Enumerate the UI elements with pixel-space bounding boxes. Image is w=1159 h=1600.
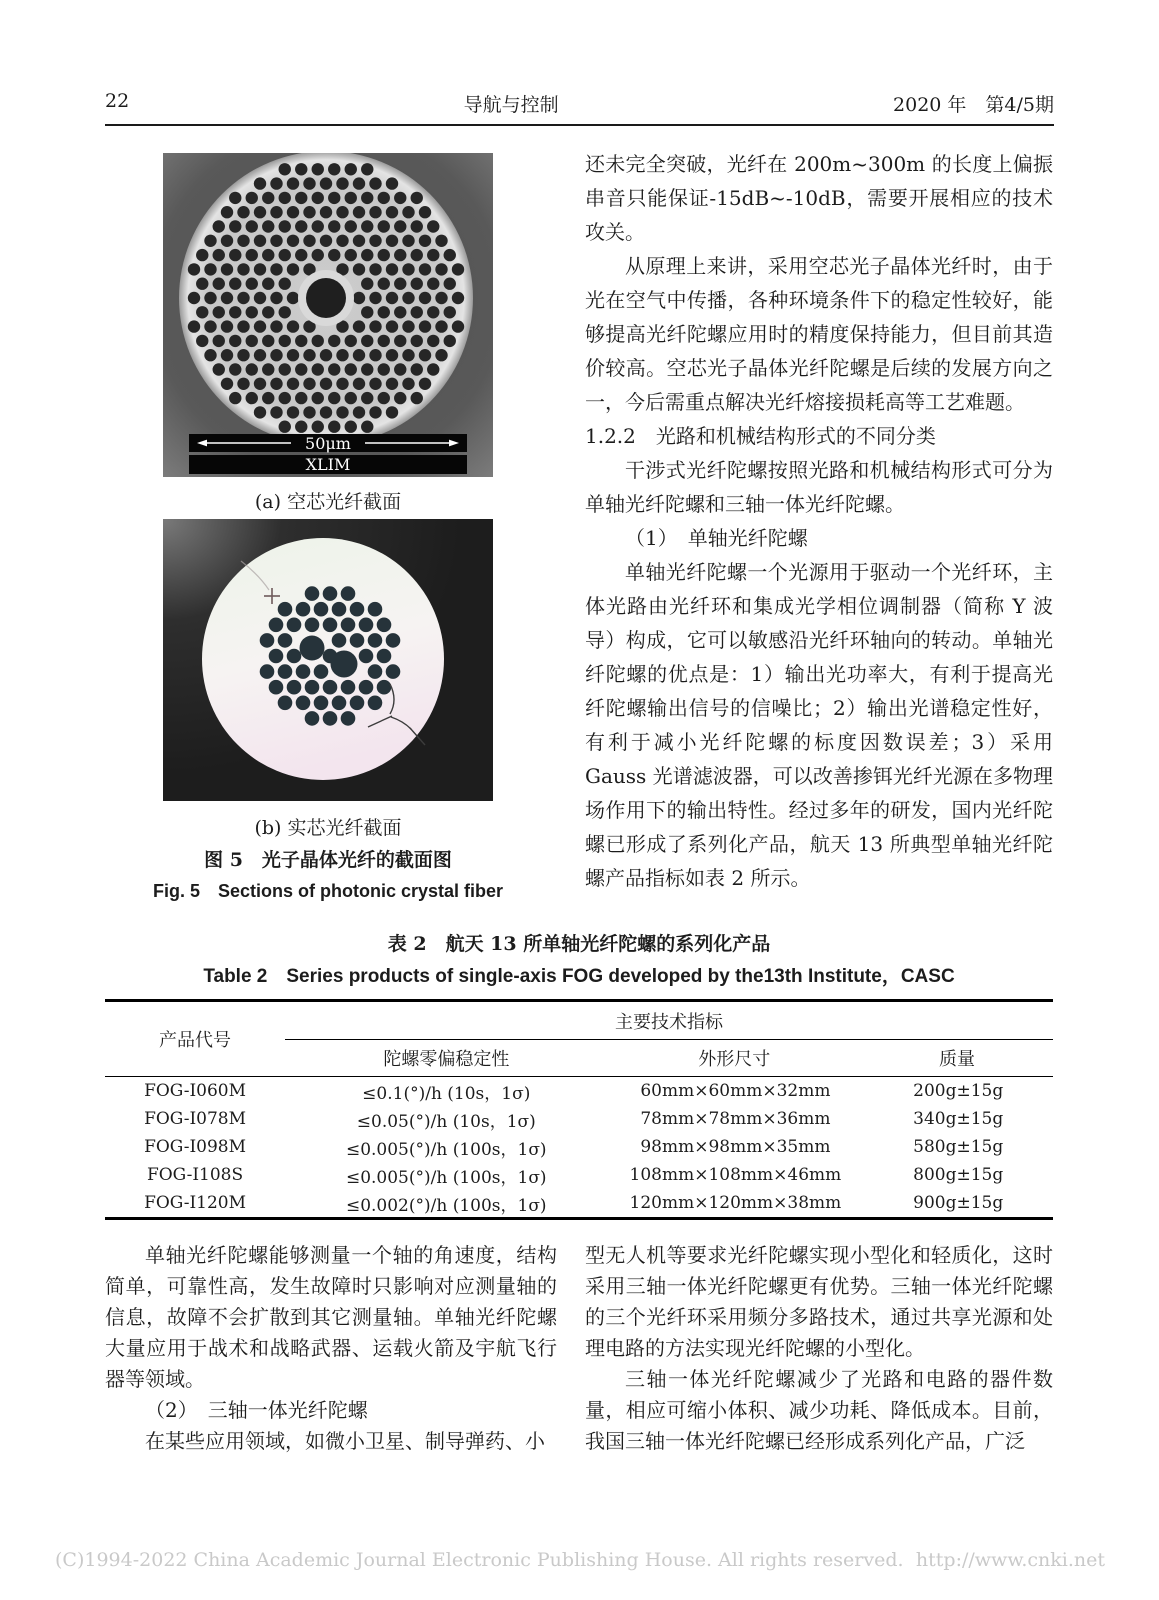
page-number: 22 [105, 90, 130, 112]
col-header-specs: 主要技术指标 [285, 1002, 1053, 1040]
figure-a-hollow-core-image [163, 153, 493, 477]
page-header [105, 90, 1054, 117]
bottom-left-column [105, 1240, 557, 1457]
list-heading-1: （1） 单轴光纤陀螺 [625, 526, 808, 550]
figure5-caption-zh: 图 5 光子晶体光纤的截面图 [204, 849, 452, 871]
caption-a: (a) 空芯光纤截面 [254, 491, 402, 513]
table-row [105, 1077, 1053, 1105]
caption-b: (b) 实芯光纤截面 [254, 817, 402, 839]
col-header-dimensions: 外形尺寸 [698, 1049, 771, 1070]
table-row [105, 1189, 1053, 1217]
paragraph: 型无人机等要求光纤陀螺实现小型化和轻质化，这时采用三轴一体光纤陀螺更有优势。三轴一体光纤陀螺的三个光纤环采用频分多路技术，通过共享光源和处理电路的方法实现光纤陀螺的小型化。 [585, 1243, 1053, 1360]
large-hole-2 [331, 651, 358, 678]
table2-title-en: Table 2 Series products of single-axis FOG developed by the13th Institute，CASC [203, 966, 955, 987]
figure-b-solid-core-image [163, 519, 493, 801]
col-header-bias-stability: 陀螺零偏稳定性 [383, 1049, 510, 1070]
cell-product: FOG-I120M [144, 1193, 247, 1213]
xlim-label: XLIM [305, 455, 351, 474]
cell-dimensions: 78mm×78mm×36mm [640, 1109, 831, 1129]
section-heading-122: 1.2.2 光路和机械结构形式的不同分类 [585, 424, 936, 448]
cell-stability: ≤0.005(°)/h (100s，1σ) [345, 1139, 547, 1160]
fiber-end-face [202, 538, 444, 780]
footer-copyright: (C)1994-2022 China Academic Journal Electronic Publishing House. All rights reserved. [55, 1549, 904, 1571]
cell-product: FOG-I078M [144, 1109, 247, 1129]
cell-stability: ≤0.05(°)/h (10s，1σ) [356, 1111, 536, 1132]
journal-title: 导航与控制 [463, 94, 559, 116]
table-2 [105, 999, 1053, 1220]
paragraph: 单轴光纤陀螺一个光源用于驱动一个光纤环，主体光路由光纤环和集成光学相位调制器（简称 Y 波导）构成，它可以敏感沿光纤环轴向的转动。单轴光纤陀螺的优点是：1）输出光功率大，有利于提高光纤陀螺输出信号的信噪比；2）输出光谱稳定性好，有利于减小光纤陀螺的标度因数误差；3）采用 Gauss 光谱滤波器，可以改善掺铒光纤光源在多物理场作用下的输出特性。经过多年的研发，国内光纤陀螺已形成了系列化产品，航天 13 所典型单轴光纤陀螺产品指标如表 2 所示。 [585, 560, 1053, 890]
cell-product: FOG-I098M [144, 1137, 247, 1157]
cell-product: FOG-I060M [144, 1081, 247, 1101]
cell-mass: 340g±15g [913, 1109, 1004, 1129]
list-heading-2: （2） 三轴一体光纤陀螺 [145, 1398, 368, 1422]
col-header-product: 产品代号 [159, 1030, 232, 1051]
paragraph: 三轴一体光纤陀螺减少了光路和电路的器件数量，相应可缩小体积、减少功耗、降低成本。目前，我国三轴一体光纤陀螺已经形成系列化产品，广泛 [585, 1367, 1053, 1453]
header-divider [105, 124, 1054, 126]
table-row [105, 1161, 1053, 1189]
cnki-footer [55, 1549, 1105, 1571]
cell-product: FOG-I108S [146, 1165, 244, 1185]
cell-mass: 800g±15g [913, 1165, 1004, 1185]
figure5-caption-en: Fig. 5 Sections of photonic crystal fiber [152, 881, 504, 901]
large-hole-1 [300, 636, 325, 661]
cell-dimensions: 108mm×108mm×46mm [629, 1165, 842, 1185]
table-row [105, 1105, 1053, 1133]
paragraph: 还未完全突破，光纤在 200m~300m 的长度上偏振串音只能保证-15dB~-10dB，需要开展相应的技术攻关。 [585, 152, 1053, 244]
table-row [105, 1133, 1053, 1161]
issue-label: 2020 年 第4/5期 [893, 94, 1054, 116]
table-header [105, 1002, 1053, 1077]
cell-dimensions: 60mm×60mm×32mm [640, 1081, 831, 1101]
paragraph: 单轴光纤陀螺能够测量一个轴的角速度，结构简单，可靠性高，发生故障时只影响对应测量轴的信息，故障不会扩散到其它测量轴。单轴光纤陀螺大量应用于战术和战略武器、运载火箭及宇航飞行器等领域。 [105, 1243, 557, 1391]
paragraph: 干涉式光纤陀螺按照光路和机械结构形式可分为单轴光纤陀螺和三轴一体光纤陀螺。 [585, 458, 1053, 516]
cell-stability: ≤0.005(°)/h (100s，1σ) [345, 1167, 547, 1188]
paragraph: 在某些应用领域，如微小卫星、制导弹药、小 [145, 1429, 545, 1453]
lab-watermark [189, 455, 467, 474]
paragraph: 从原理上来讲，采用空芯光子晶体光纤时，由于光在空气中传播，各种环境条件下的稳定性较好，能够提高光纤陀螺应用时的精度保持能力，但目前其造价较高。空芯光子晶体光纤陀螺是后续的发展方向之一，今后需重点解决光纤熔接损耗高等工艺难题。 [585, 254, 1053, 414]
cell-mass: 900g±15g [913, 1193, 1004, 1213]
table2-title-zh: 表 2 航天 13 所单轴光纤陀螺的系列化产品 [387, 933, 771, 955]
footer-url[interactable]: http://www.cnki.net [915, 1549, 1105, 1571]
scale-bar-label: 50μm [305, 434, 351, 453]
cell-stability: ≤0.1(°)/h (10s，1σ) [362, 1083, 531, 1104]
cell-dimensions: 120mm×120mm×38mm [629, 1193, 842, 1213]
cell-stability: ≤0.002(°)/h (100s，1σ) [345, 1195, 547, 1216]
cell-mass: 580g±15g [913, 1137, 1004, 1157]
cell-mass: 200g±15g [913, 1081, 1004, 1101]
cell-dimensions: 98mm×98mm×35mm [640, 1137, 831, 1157]
right-column [585, 147, 1053, 895]
scale-bar [189, 434, 467, 453]
hollow-core-hole [306, 278, 346, 318]
col-header-mass: 质量 [938, 1049, 975, 1070]
bottom-right-column [585, 1240, 1053, 1457]
